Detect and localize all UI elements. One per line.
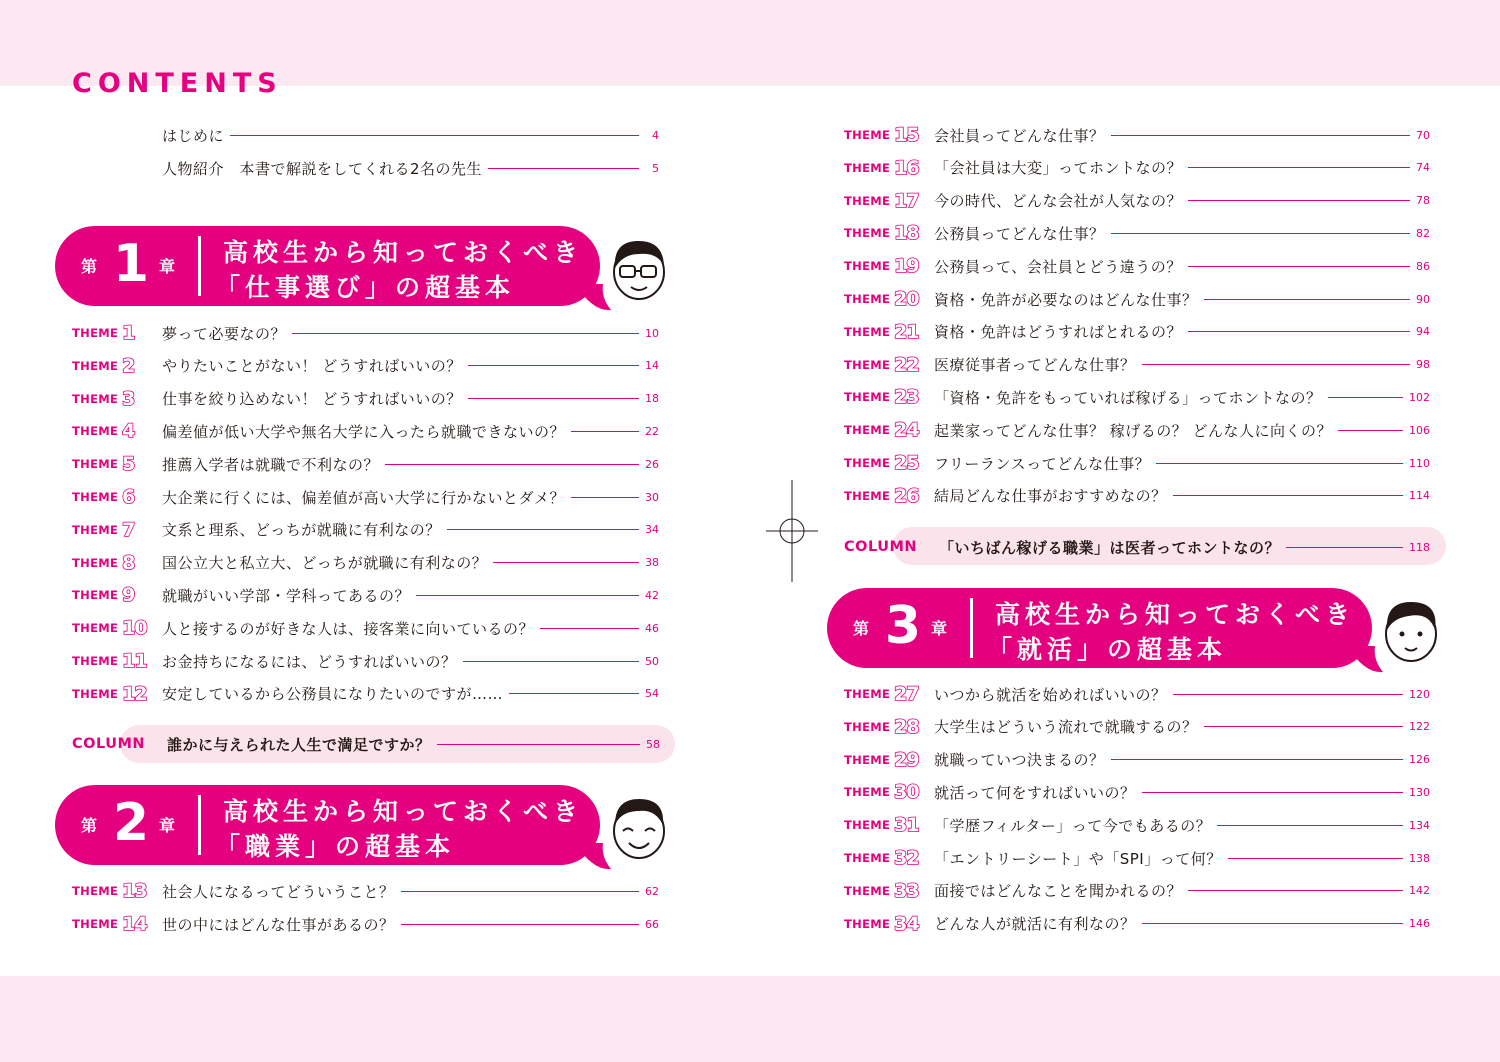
- column-label: [72, 736, 167, 752]
- leader-line: [571, 431, 639, 432]
- leader-line: [1111, 233, 1410, 234]
- page-number: 18: [645, 392, 659, 406]
- chapter-number: 3: [884, 596, 922, 656]
- theme-label: [72, 683, 162, 705]
- leader-line: [1111, 759, 1403, 760]
- theme-label: [844, 190, 934, 212]
- toc-row-theme-21[interactable]: [844, 320, 1430, 344]
- theme-number: 13: [122, 880, 147, 902]
- theme-label: [844, 716, 934, 738]
- theme-number: 24: [894, 419, 919, 442]
- leader-line: [488, 168, 639, 169]
- toc-title: 就職っていつ決まるの？: [934, 751, 1105, 770]
- theme-number: 10: [122, 617, 147, 640]
- theme-label: [844, 386, 934, 408]
- chapter-title-line1: 高校生から知っておくべき: [223, 797, 584, 826]
- leader-line: [1204, 299, 1410, 300]
- leader-line: [571, 497, 639, 498]
- toc-title: 人と接するのが好きな人は、接客業に向いているの？: [162, 619, 535, 638]
- toc-title: 起業家ってどんな仕事？ 稼げるの？ どんな人に向くの？: [934, 421, 1333, 440]
- teacher-smiling-face-icon: [607, 791, 671, 861]
- theme-word: THEME: [844, 752, 891, 767]
- toc-row-theme-15[interactable]: [844, 123, 1430, 147]
- toc-title: 資格・免許が必要なのはどんな仕事？: [934, 290, 1198, 309]
- leader-line: [1188, 167, 1410, 168]
- theme-number: 7: [122, 518, 135, 541]
- theme-word: THEME: [72, 621, 119, 636]
- leader-line: [230, 135, 639, 136]
- page-number: 126: [1409, 753, 1430, 767]
- theme-word: THEME: [844, 292, 891, 306]
- theme-number: 12: [122, 682, 147, 705]
- theme-label: [844, 781, 934, 803]
- teacher-face-icon: [1379, 594, 1443, 664]
- page-number: 102: [1409, 390, 1430, 404]
- page-number: 5: [652, 161, 659, 175]
- page-number: 22: [645, 424, 659, 438]
- toc-row-intro[interactable]: [162, 123, 659, 147]
- theme-word: THEME: [844, 390, 891, 405]
- leader-line: [1338, 430, 1403, 431]
- toc-title: 「学歴フィルター」って今でもあるの？: [934, 816, 1212, 835]
- chapter-number: 2: [112, 793, 150, 853]
- theme-number: 22: [894, 353, 919, 376]
- page-number: 98: [1416, 358, 1430, 372]
- theme-word: THEME: [72, 686, 119, 701]
- toc-row-theme-2[interactable]: [72, 354, 659, 378]
- toc-row-theme-31[interactable]: [844, 813, 1430, 837]
- leader-line: [1156, 463, 1403, 464]
- page-number: 4: [652, 128, 659, 142]
- theme-number: 1: [122, 322, 135, 344]
- theme-label: [844, 255, 934, 277]
- toc-title: お金持ちになるには、どうすればいいの？: [162, 652, 457, 671]
- teacher-glasses-face-icon: [607, 232, 671, 302]
- theme-number: 20: [894, 288, 919, 310]
- theme-label: [844, 847, 934, 869]
- toc-title: フリーランスってどんな仕事？: [934, 454, 1151, 473]
- theme-label: [72, 420, 162, 442]
- page-number: 54: [645, 687, 659, 701]
- page-number: 62: [645, 884, 659, 898]
- toc-row-theme-18[interactable]: [844, 221, 1430, 245]
- leader-line: [1217, 825, 1403, 826]
- page-number: 50: [645, 654, 659, 668]
- theme-number: 5: [122, 453, 135, 476]
- column-row[interactable]: [844, 535, 1430, 559]
- chapter-title-line1: 高校生から知っておくべき: [995, 600, 1356, 629]
- theme-label: [72, 322, 162, 344]
- theme-word: THEME: [844, 687, 891, 701]
- theme-word: THEME: [844, 259, 891, 274]
- toc-title: 面接ではどんなことを聞かれるの？: [934, 882, 1183, 901]
- toc-row-theme-14[interactable]: [72, 912, 659, 936]
- toc-row-theme-8[interactable]: [72, 551, 659, 575]
- page-number: 110: [1409, 456, 1430, 470]
- theme-label: [844, 814, 934, 836]
- theme-number: 16: [894, 156, 919, 179]
- page-number: 14: [645, 359, 659, 373]
- toc-row-intro[interactable]: [162, 156, 659, 180]
- toc-title: 文系と理系、どっちが就職に有利なの？: [162, 521, 441, 540]
- page-number: 26: [645, 457, 659, 471]
- toc-row-theme-16[interactable]: [844, 156, 1430, 180]
- theme-number: 17: [894, 189, 919, 212]
- theme-label: [72, 880, 162, 902]
- leader-line: [416, 595, 639, 596]
- theme-word: THEME: [72, 490, 119, 504]
- chapter-3-banner[interactable]: [827, 588, 1387, 672]
- theme-label: [844, 485, 934, 507]
- theme-word: THEME: [72, 588, 119, 603]
- theme-number: 27: [894, 683, 919, 705]
- toc-title: 推薦入学者は就職で不利なの？: [162, 455, 380, 474]
- theme-label: [844, 354, 934, 376]
- theme-label: [72, 584, 162, 606]
- toc-title: 就活って何をすればいいの？: [934, 783, 1136, 802]
- toc-title: 「いちばん稼げる職業」は医者ってホントなの？: [939, 538, 1281, 557]
- page-number: 46: [645, 621, 659, 635]
- theme-word: THEME: [844, 785, 891, 800]
- column-label: [844, 539, 939, 555]
- theme-label: [72, 453, 162, 475]
- leader-line: [1328, 397, 1403, 398]
- toc-row-theme-30[interactable]: [844, 780, 1430, 804]
- theme-number: 31: [894, 814, 919, 837]
- page-number: 122: [1409, 720, 1430, 734]
- leader-line: [1173, 495, 1403, 496]
- leader-line: [540, 628, 639, 629]
- toc-row-theme-32[interactable]: [844, 846, 1430, 870]
- toc-row-theme-19[interactable]: [844, 254, 1430, 278]
- chapter-divider: [198, 236, 201, 296]
- leader-line: [401, 891, 639, 892]
- toc-row-theme-6[interactable]: [72, 485, 659, 509]
- chapter-dai: 第: [853, 619, 870, 638]
- theme-label: [844, 321, 934, 343]
- toc-title: 社会人になるってどういうこと？: [162, 882, 395, 901]
- leader-line: [463, 661, 639, 662]
- theme-word: THEME: [72, 917, 119, 931]
- theme-word: THEME: [844, 357, 891, 372]
- toc-row-theme-34[interactable]: [844, 912, 1430, 936]
- toc-title: いつから就活を始めればいいの？: [934, 685, 1167, 704]
- theme-word: THEME: [844, 818, 891, 833]
- toc-row-theme-5[interactable]: [72, 452, 659, 476]
- theme-label: [72, 388, 162, 410]
- chapter-dai: 第: [81, 816, 98, 835]
- toc-row-theme-23[interactable]: [844, 385, 1430, 409]
- toc-row-theme-7[interactable]: [72, 518, 659, 542]
- theme-number: 14: [122, 913, 147, 935]
- page-number: 94: [1416, 325, 1430, 339]
- theme-word: THEME: [72, 424, 119, 439]
- theme-word: THEME: [844, 423, 891, 438]
- theme-number: 33: [894, 879, 919, 902]
- theme-word: THEME: [72, 654, 119, 668]
- theme-label: [72, 486, 162, 508]
- page-number: 42: [645, 588, 659, 602]
- column-word: COLUMN: [844, 539, 918, 555]
- toc-row-theme-9[interactable]: [72, 583, 659, 607]
- leader-line: [447, 529, 639, 530]
- theme-label: [844, 452, 934, 474]
- toc-row-theme-13[interactable]: [72, 879, 659, 903]
- leader-line: [401, 924, 639, 925]
- toc-row-theme-12[interactable]: [72, 682, 659, 706]
- theme-label: [844, 749, 934, 771]
- theme-number: 30: [894, 781, 919, 804]
- toc-row-theme-4[interactable]: [72, 419, 659, 443]
- theme-word: THEME: [844, 193, 891, 208]
- toc-row-theme-20[interactable]: [844, 287, 1430, 311]
- toc-title: 大企業に行くには、偏差値が高い大学に行かないとダメ？: [162, 488, 566, 507]
- leader-line: [468, 398, 639, 399]
- theme-word: THEME: [844, 226, 891, 241]
- chapter-title-line2: 「就活」の超基本: [987, 635, 1228, 664]
- page-number: 74: [1416, 161, 1430, 175]
- theme-number: 32: [894, 847, 919, 869]
- chapter-sho: 章: [159, 257, 176, 276]
- theme-word: THEME: [844, 883, 891, 898]
- page-number: 130: [1409, 785, 1430, 799]
- leader-line: [1142, 364, 1410, 365]
- leader-line: [1173, 694, 1403, 695]
- theme-number: 23: [894, 386, 919, 409]
- chapter-sho: 章: [159, 816, 176, 835]
- theme-number: 34: [894, 912, 919, 935]
- theme-word: THEME: [844, 488, 891, 503]
- page-number: 82: [1416, 226, 1430, 240]
- chapter-divider: [198, 795, 201, 855]
- page-number: 90: [1416, 292, 1430, 306]
- leader-line: [1111, 135, 1410, 136]
- toc-title: 安定しているから公務員になりたいのですが……: [162, 685, 504, 704]
- page-number: 66: [645, 917, 659, 931]
- theme-label: [72, 519, 162, 541]
- theme-label: [844, 124, 934, 146]
- toc-row-theme-11[interactable]: [72, 649, 659, 673]
- toc-row-theme-17[interactable]: [844, 189, 1430, 213]
- toc-row-theme-29[interactable]: [844, 748, 1430, 772]
- toc-title: 「資格・免許をもっていれば稼げる」ってホントなの？: [934, 388, 1322, 407]
- theme-number: 15: [894, 124, 919, 146]
- leader-line: [1142, 923, 1403, 924]
- toc-title: 誰かに与えられた人生で満足ですか？: [167, 735, 431, 754]
- chapter-sho: 章: [931, 619, 948, 638]
- theme-number: 3: [122, 387, 135, 410]
- page-number: 146: [1409, 917, 1430, 931]
- toc-row-theme-24[interactable]: [844, 418, 1430, 442]
- page-number: 120: [1409, 687, 1430, 701]
- theme-word: THEME: [72, 522, 119, 537]
- theme-number: 4: [122, 420, 135, 443]
- theme-number: 11: [122, 650, 147, 672]
- theme-word: THEME: [844, 456, 891, 470]
- toc-title: 結局どんな仕事がおすすめなの？: [934, 487, 1167, 506]
- theme-word: THEME: [844, 719, 891, 734]
- toc-title: 仕事を絞り込めない！ どうすればいいの？: [162, 390, 462, 409]
- theme-word: THEME: [72, 884, 119, 898]
- page-number: 134: [1409, 818, 1430, 832]
- theme-label: [844, 913, 934, 935]
- toc-row-theme-26[interactable]: [844, 484, 1430, 508]
- column-row[interactable]: [72, 732, 660, 756]
- theme-label: [844, 683, 934, 705]
- theme-label: [72, 913, 162, 935]
- leader-line: [1204, 726, 1403, 727]
- theme-label: [844, 157, 934, 179]
- toc-title: 会社員ってどんな仕事？: [934, 126, 1105, 145]
- theme-number: 8: [122, 551, 135, 574]
- theme-label: [844, 288, 934, 310]
- toc-row-theme-33[interactable]: [844, 879, 1430, 903]
- leader-line: [1188, 890, 1403, 891]
- toc-title: 「会社員は大変」ってホントなの？: [934, 159, 1183, 178]
- toc-title: 人物紹介 本書で解説をしてくれる2名の先生: [162, 159, 483, 178]
- toc-row-theme-28[interactable]: [844, 715, 1430, 739]
- theme-number: 9: [122, 584, 135, 607]
- theme-word: THEME: [72, 326, 119, 340]
- page-number: 70: [1416, 128, 1430, 142]
- theme-label: [72, 617, 162, 639]
- leader-line: [385, 464, 639, 465]
- toc-title: 就職がいい学部・学科ってあるの？: [162, 586, 411, 605]
- theme-word: THEME: [72, 555, 119, 570]
- leader-line: [1286, 547, 1403, 548]
- toc-title: やりたいことがない！ どうすればいいの？: [162, 357, 462, 376]
- toc-title: 「エントリーシート」や「SPI」って何？: [934, 849, 1222, 868]
- toc-title: 医療従事者ってどんな仕事？: [934, 356, 1136, 375]
- page-number: 34: [645, 523, 659, 537]
- toc-title: 偏差値が低い大学や無名大学に入ったら就職できないの？: [162, 422, 566, 441]
- page-number: 106: [1409, 423, 1430, 437]
- theme-label: [72, 552, 162, 574]
- toc-title: 公務員ってどんな仕事？: [934, 224, 1105, 243]
- theme-number: 25: [894, 452, 919, 474]
- theme-word: THEME: [844, 916, 891, 931]
- toc-title: 今の時代、どんな会社が人気なの？: [934, 192, 1183, 211]
- chapter-title-line1: 高校生から知っておくべき: [223, 238, 584, 267]
- chapter-2-banner[interactable]: [55, 785, 615, 869]
- leader-line: [292, 333, 639, 334]
- chapter-number: 1: [112, 234, 150, 294]
- toc-title: はじめに: [162, 126, 225, 145]
- page-number: 142: [1409, 884, 1430, 898]
- theme-word: THEME: [844, 160, 891, 175]
- page-number: 38: [645, 556, 659, 570]
- theme-number: 21: [894, 320, 919, 343]
- toc-title: 世の中にはどんな仕事があるの？: [162, 915, 395, 934]
- leader-line: [1228, 858, 1403, 859]
- leader-line: [468, 365, 639, 366]
- page-number: 78: [1416, 194, 1430, 208]
- theme-number: 6: [122, 486, 135, 508]
- column-word: COLUMN: [72, 736, 146, 752]
- theme-number: 28: [894, 715, 919, 738]
- theme-word: THEME: [844, 324, 891, 339]
- leader-line: [493, 562, 639, 563]
- leader-line: [1142, 792, 1403, 793]
- page-number: 58: [646, 737, 660, 751]
- toc-row-theme-25[interactable]: [844, 451, 1430, 475]
- theme-word: THEME: [844, 851, 891, 865]
- toc-title: どんな人が就活に有利なの？: [934, 915, 1136, 934]
- toc-title: 夢って必要なの？: [162, 324, 287, 343]
- chapter-title-line2: 「仕事選び」の超基本: [215, 273, 516, 302]
- theme-number: 19: [894, 255, 919, 278]
- theme-label: [72, 355, 162, 377]
- leader-line: [1188, 200, 1410, 201]
- toc-row-theme-3[interactable]: [72, 387, 659, 411]
- registration-mark-icon: [766, 480, 818, 582]
- theme-number: 2: [122, 354, 135, 377]
- chapter-1-banner[interactable]: [55, 226, 615, 310]
- page-number: 30: [645, 490, 659, 504]
- toc-title: 公務員って、会社員とどう違うの？: [934, 257, 1182, 276]
- theme-word: THEME: [72, 391, 119, 406]
- leader-line: [1188, 266, 1410, 267]
- bottom-band: [0, 976, 1500, 1062]
- toc-title: 大学生はどういう流れで就職するの？: [934, 718, 1198, 737]
- leader-line: [509, 693, 639, 694]
- page-number: 10: [645, 326, 659, 340]
- chapter-divider: [970, 598, 973, 658]
- toc-row-theme-1[interactable]: [72, 321, 659, 345]
- theme-word: THEME: [72, 457, 119, 472]
- theme-label: [844, 880, 934, 902]
- theme-label: [72, 650, 162, 672]
- toc-row-theme-22[interactable]: [844, 353, 1430, 377]
- chapter-dai: 第: [81, 257, 98, 276]
- theme-word: THEME: [844, 128, 891, 142]
- theme-number: 29: [894, 748, 919, 771]
- theme-label: [844, 419, 934, 441]
- toc-row-theme-27[interactable]: [844, 682, 1430, 706]
- leader-line: [1188, 331, 1410, 332]
- page-title: CONTENTS: [72, 68, 283, 99]
- toc-title: 国公立大と私立大、どっちが就職に有利なの？: [162, 554, 488, 573]
- toc-row-theme-10[interactable]: [72, 616, 659, 640]
- chapter-title-line2: 「職業」の超基本: [215, 832, 456, 861]
- page-number: 86: [1416, 259, 1430, 273]
- page-number: 114: [1409, 489, 1430, 503]
- toc-title: 資格・免許はどうすればとれるの？: [934, 323, 1183, 342]
- page-number: 118: [1409, 540, 1430, 554]
- leader-line: [437, 744, 640, 745]
- theme-word: THEME: [72, 358, 119, 373]
- theme-number: 26: [894, 484, 919, 507]
- theme-number: 18: [894, 222, 919, 245]
- theme-label: [844, 222, 934, 244]
- page-number: 138: [1409, 851, 1430, 865]
